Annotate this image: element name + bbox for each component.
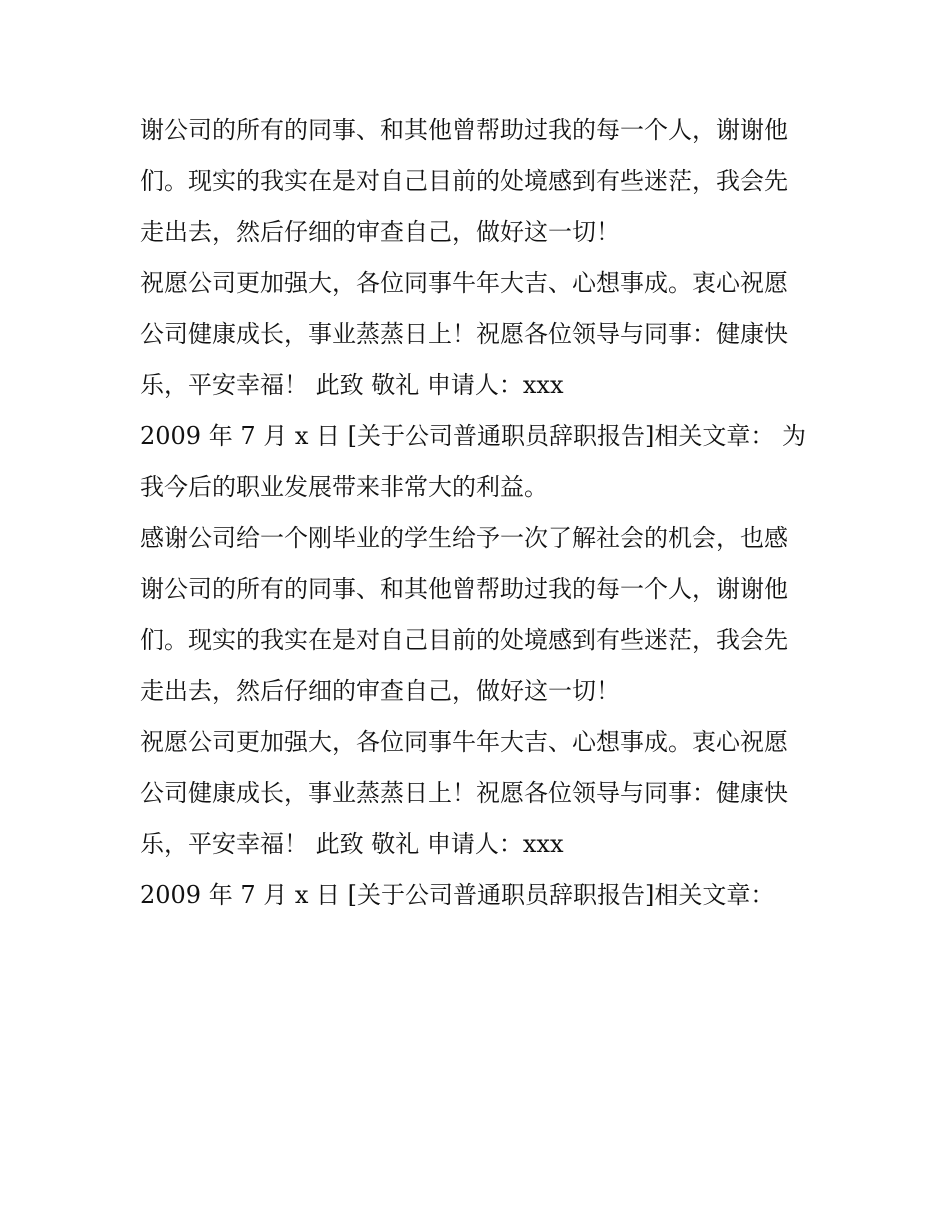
text-line: 2009 年 7 月 x 日 [关于公司普通职员辞职报告]相关文章： 为	[140, 422, 807, 450]
text-line: 走出去，然后仔细的审查自己，做好这一切！	[140, 218, 620, 246]
text-line: 感谢公司给一个刚毕业的学生给予一次了解社会的机会，也感	[140, 524, 788, 552]
text-line: 乐，平安幸福！ 此致 敬礼 申请人：xxx	[140, 830, 564, 858]
text-line: 乐，平安幸福！ 此致 敬礼 申请人：xxx	[140, 371, 564, 399]
text-line: 们。现实的我实在是对自己目前的处境感到有些迷茫，我会先	[140, 626, 788, 654]
document-body	[140, 105, 830, 921]
text-line: 谢公司的所有的同事、和其他曾帮助过我的每一个人，谢谢他	[140, 575, 788, 603]
text-line: 我今后的职业发展带来非常大的利益。	[140, 473, 548, 501]
text-line: 公司健康成长，事业蒸蒸日上！祝愿各位领导与同事：健康快	[140, 779, 788, 807]
text-line: 2009 年 7 月 x 日 [关于公司普通职员辞职报告]相关文章：	[140, 881, 775, 909]
text-line: 公司健康成长，事业蒸蒸日上！祝愿各位领导与同事：健康快	[140, 320, 788, 348]
text-line: 祝愿公司更加强大，各位同事牛年大吉、心想事成。衷心祝愿	[140, 728, 788, 756]
text-line: 们。现实的我实在是对自己目前的处境感到有些迷茫，我会先	[140, 167, 788, 195]
text-line: 走出去，然后仔细的审查自己，做好这一切！	[140, 677, 620, 705]
text-line: 谢公司的所有的同事、和其他曾帮助过我的每一个人，谢谢他	[140, 116, 788, 144]
text-line: 祝愿公司更加强大，各位同事牛年大吉、心想事成。衷心祝愿	[140, 269, 788, 297]
